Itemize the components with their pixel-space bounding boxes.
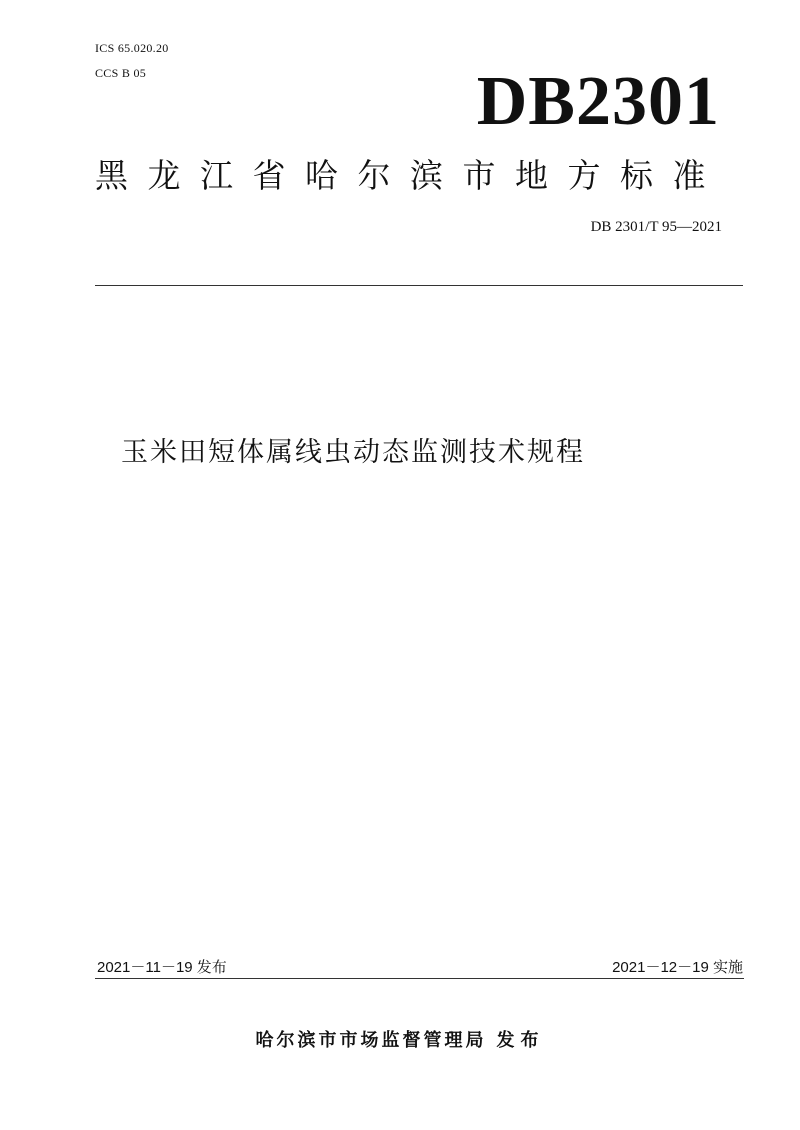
standard-type: 黑龙江省哈尔滨市地方标准 bbox=[95, 156, 725, 195]
issuer-action: 发布 bbox=[496, 1030, 545, 1051]
footer-divider bbox=[95, 978, 744, 979]
issuer-organization: 哈尔滨市市场监督管理局 bbox=[255, 1030, 487, 1051]
header-divider bbox=[95, 285, 743, 286]
effective-date: 2021－12－19 实施 bbox=[612, 959, 743, 976]
standard-logo: DB2301 bbox=[476, 63, 720, 140]
ics-code: ICS 65.020.20 bbox=[95, 41, 169, 55]
document-title: 玉米田短体属线虫动态监测技术规程 bbox=[121, 437, 585, 468]
ccs-code: CCS B 05 bbox=[95, 66, 147, 80]
standard-number: DB 2301/T 95—2021 bbox=[590, 219, 722, 235]
publish-date: 2021－11－19 发布 bbox=[97, 959, 227, 976]
issuer-line bbox=[0, 1029, 800, 1053]
